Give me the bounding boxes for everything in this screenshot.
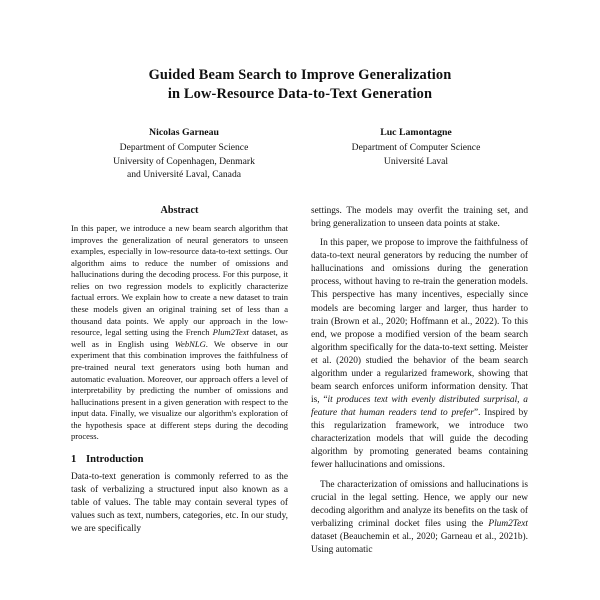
- abstract-text-seg: dataset, as well as in English using: [71, 327, 288, 349]
- dataset-italic-name: Plum2Text: [488, 518, 528, 529]
- body-columns: [0, 205, 600, 600]
- title-line-1: Guided Beam Search to Improve Generalization: [148, 67, 452, 83]
- column-right: [311, 205, 528, 600]
- author-affiliation-line: Department of Computer Science: [351, 142, 481, 154]
- author-entry-1: [68, 126, 300, 182]
- section-heading-introduction: [71, 454, 288, 465]
- author-affiliation-line: Université Laval: [383, 155, 449, 167]
- paragraph-seg: ”. Inspired by this regularization framework, we introduce two characterization models that will guide the decoding algorithm by promoting generated beams containing fewer hallucinations and omissions.: [311, 408, 528, 471]
- abstract-heading: Abstract: [160, 205, 199, 216]
- paragraph-seg: In this paper, we propose to improve the faithfulness of data-to-text neural generators by reducing the number of hallucinations and omissions during the generation process, without having to re-train the generation models. This perspective has many incentives, especially since models are becoming larger and larger, thus harder to train (Brown et al., 2020; Hoffmann et al., 2022). To this end, we propose a modified version of the beam search algorithm specifically for the data-to-text setting. Meister et al. (2020) studied the behavior of the beam search algorithm under a regularized framework, showing that beam search enforces uniform information density. That is, “: [311, 238, 528, 406]
- paragraph-seg: dataset (Beauchemin et al., 2020; Garneau et al., 2021b). Using automatic: [311, 531, 528, 555]
- abstract-italic-dataset-2: WebNLG: [174, 338, 206, 349]
- author-entry-2: [300, 126, 532, 182]
- introduction-paragraph-1: Data-to-text generation is commonly referred to as the task of verbalizing a structured input also known as a table of values. The table may contain several types of values such as text, numbers, categories, etc. In our study, we are specifically: [71, 471, 288, 535]
- introduction-paragraph-3: [311, 479, 528, 557]
- author-name: Luc Lamontagne: [380, 127, 452, 139]
- section-title: Introduction: [86, 453, 144, 465]
- author-affiliation-line: Department of Computer Science: [119, 142, 249, 154]
- abstract-text-seg: . We observe in our experiment that this combination improves the faithfulness of pre-trained neural text generators using both human and automatic evaluation. Moreover, our approach offers a level of interpretability by predicting the number of omissions and hallucinations present in a given generation with respect to the input data. Finally, we visualize our algorithm's exploration of the hypothesis space at different steps during the decoding process.: [71, 338, 288, 442]
- quoted-italic-passage: it produces text with evenly distributed surprisal, a feature that human readers tend to prefer: [311, 395, 528, 419]
- introduction-paragraph-2: [311, 237, 528, 472]
- abstract-text-seg: In this paper, we introduce a new beam search algorithm that improves the generalization of neural generators to unseen examples, especially in low-resource data-to-text settings. Our algorithm aims to reduce the number of omissions and hallucinations during the decoding process. For this purpose, it relies on two regression models to explicitly characterize factual errors. We explain how to create a new dataset to train these models given an original training set of less than a thousand data points. We apply our approach in the low-resource, legal setting using the French: [71, 223, 288, 338]
- abstract-italic-dataset-1: Plum2Text: [212, 327, 249, 338]
- title-line-2: in Low-Resource Data-to-Text Generation: [167, 86, 433, 103]
- section-number: 1: [71, 453, 77, 465]
- page-title: [65, 66, 535, 104]
- abstract-text: [71, 223, 288, 443]
- paragraph-seg: The characterization of omissions and hallucinations is crucial in the legal setting. Hence, we apply our new decoding algorithm and analyze its benefits on the task of verbalizing criminal docket files using the: [311, 479, 528, 529]
- column-left: [71, 205, 288, 600]
- author-affiliation-line: University of Copenhagen, Denmark: [113, 155, 255, 167]
- author-affiliation-line: and Université Laval, Canada: [126, 169, 241, 181]
- author-block: [0, 126, 600, 182]
- author-name: Nicolas Garneau: [149, 127, 219, 139]
- carryover-paragraph: settings. The models may overfit the training set, and bring generalization to unseen data points at stake.: [311, 206, 528, 230]
- title-block: [0, 0, 600, 104]
